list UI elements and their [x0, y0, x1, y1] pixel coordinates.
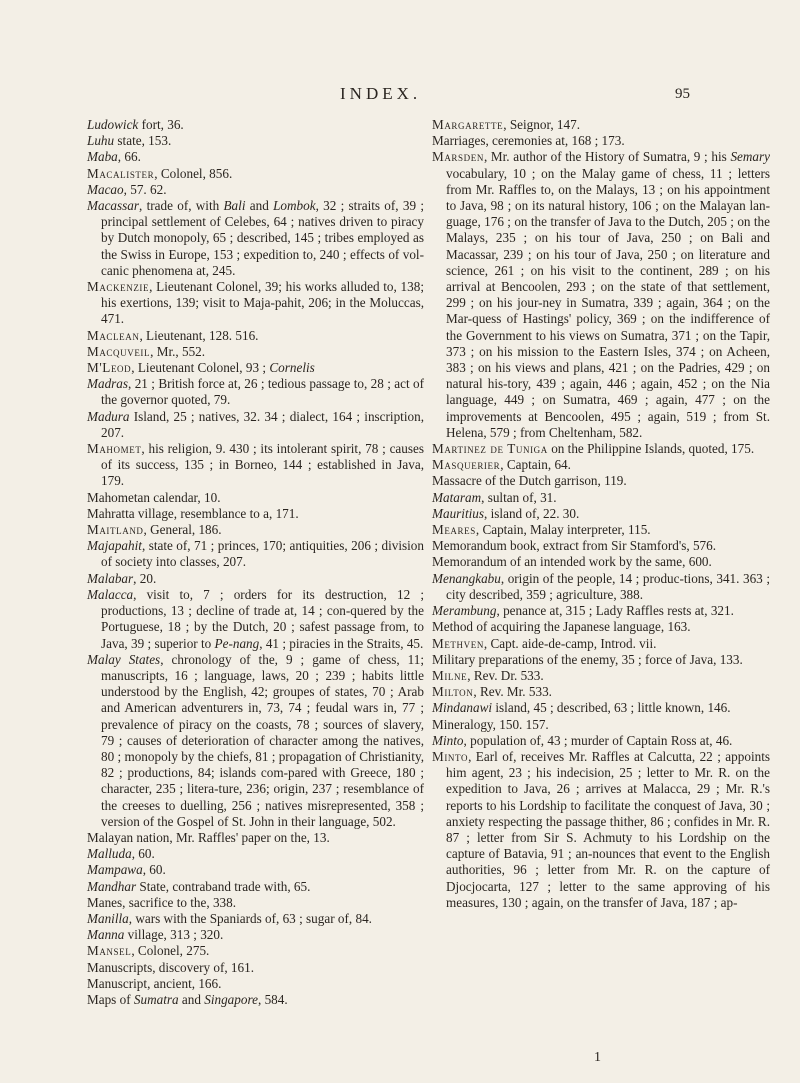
index-entry: Macalister, Colonel, 856. [87, 165, 233, 181]
index-entry: Majapahit, state of, 71 ; princes, 170; antiquities, 206 ; division of society into classes, 207. [87, 538, 424, 570]
index-entry: Methven, Capt. aide-de-camp, Introd. vii. [432, 635, 657, 651]
index-entry: Manuscripts, discovery of, 161. [87, 959, 255, 975]
index-entry: Madras, 21 ; British force at, 26 ; tedious passage to, 28 ; act of the governor quoted, 79. [87, 376, 424, 408]
index-entry: Menangkabu, origin of the people, 14 ; produc-tions, 341. 363 ; city described, 359 ; agriculture, 388. [432, 570, 770, 602]
index-entry: Luhu state, 153. [87, 133, 172, 149]
index-entry: Martinez de Tuniga on the Philippine Islands, quoted, 175. [432, 441, 755, 457]
page-number: 95 [675, 86, 690, 102]
index-entry: Mauritius, island of, 22. 30. [432, 505, 580, 521]
index-entry: Massacre of the Dutch garrison, 119. [432, 473, 627, 489]
signature-mark: 1 [594, 1050, 601, 1065]
index-entry: Macao, 57. 62. [87, 181, 167, 197]
index-entry: Manna village, 313 ; 320. [87, 927, 224, 943]
index-entry: Mataram, sultan of, 31. [432, 489, 557, 505]
index-entry: Mindanawi island, 45 ; described, 63 ; little known, 146. [432, 700, 731, 716]
index-entry: Marsden, Mr. author of the History of Sumatra, 9 ; his Semary vocabulary, 10 ; on the Malay game of chess, 11 ; letters from Mr. Raffles to, on the Malays, 13 ; on his appointment to Java, 98 ; on its natural history, 106 ; on the Malayan lan-guage, 176 ; on the transfer of Java to the Dutch, 205 ; on the Malays, 235 ; on his tour of Java, 250 ; on Bali and Macassar, 239 ; on his tour of Java, 250 ; on literature and science, 261 ; on his visit to the continent, 289 ; on his arrival at Bencoolen, 293 ; on the state of that settlement, 299 ; on his jour-ney in Sumatra, 339 ; again, 364 ; on the Mar-quess of Hastings' policy, 369 ; on the indifference of the Government to his views on Sumatra, 371 ; on the Tapir, 373 ; on his mission to the Eastern Isles, 374 ; on Acheen, 383 ; on his views and plans, 421 ; on the Padries, 429 ; on natural his-tory, 439 ; again, 446 ; again, 452 ; on the Nia language, 449 ; on Sumatra, 469 ; again, 477 ; on the improvements at Bencoolen, 495 ; again, 519 ; from St. Helena, 579 ; from Cheltenham, 582. [432, 149, 770, 440]
index-entry: Mampawa, 60. [87, 862, 166, 878]
index-entry: Ludowick fort, 36. [87, 117, 184, 132]
index-entry: Mahomet, his religion, 9. 430 ; its intolerant spirit, 78 ; causes of its success, 135 ; in Borneo, 144 ; established in Java, 179. [87, 441, 424, 489]
index-entry: Malabar, 20. [87, 570, 157, 586]
index-entry: Masquerier, Captain, 64. [432, 457, 571, 473]
index-entry: Manes, sacrifice to the, 338. [87, 894, 237, 910]
index-entry: Maba, 66. [87, 149, 141, 165]
index-entry: Mansel, Colonel, 275. [87, 943, 210, 959]
index-entry: Marriages, ceremonies at, 168 ; 173. [432, 133, 625, 149]
index-entry: Method of acquiring the Japanese language, 163. [432, 619, 691, 635]
index-column-right [432, 117, 770, 911]
index-entry: Malay States, chronology of the, 9 ; game of chess, 11; manuscripts, 16 ; language, laws, 20 ; 239 ; habits little understood by the English, 42; groupes of states, 70 ; Arab and American adventurers in, 73, 74 ; feudal wars in, 77 ; prevalence of piracy on the coasts, 78 ; sources of slavery, 79 ; causes of deterioration of character among the natives, 80 ; monopoly by the chiefs, 81 ; propagation of Christianity, 82 ; productions, 84; islands com-pared with Greece, 180 ; character, 235 ; litera-ture, 236; origin, 237 ; resemblance of the creeses to duelling, 256 ; natives misrepresented, 358 ; version of the Gospel of St. John in their language, 502. [87, 651, 424, 829]
index-entry: Maitland, General, 186. [87, 522, 222, 538]
index-entry: Malacca, visit to, 7 ; orders for its destruction, 12 ; productions, 13 ; decline of trade at, 14 ; con-quered by the Portuguese, 18 ; by the Dutch, 20 ; safest passage from, to Java, 39 ; superior to Pe-nang, 41 ; piracies in the Straits, 45. [87, 586, 424, 651]
index-entry: Mackenzie, Lieutenant Colonel, 39; his works alluded to, 138; his exertions, 139; visit to Maja-pahit, 206; in the Moluccas, 471. [87, 279, 424, 327]
index-entry: Malluda, 60. [87, 846, 155, 862]
index-entry: Milton, Rev. Mr. 533. [432, 684, 552, 700]
index-entry: Milne, Rev. Dr. 533. [432, 667, 544, 683]
index-entry: Manuscript, ancient, 166. [87, 975, 222, 991]
index-entry: Malayan nation, Mr. Raffles' paper on the, 13. [87, 829, 330, 845]
index-entry: Madura Island, 25 ; natives, 32. 34 ; dialect, 164 ; inscription, 207. [87, 408, 424, 440]
index-entry: Margarette, Seignor, 147. [432, 117, 580, 132]
index-entry: Mahometan calendar, 10. [87, 489, 221, 505]
index-entry: Memorandum of an intended work by the same, 600. [432, 554, 712, 570]
index-entry: Mahratta village, resemblance to a, 171. [87, 505, 299, 521]
index-entry: Minto, Earl of, receives Mr. Raffles at Calcutta, 22 ; appoints him agent, 23 ; his indecision, 25 ; letter to Mr. R. on the expedition to Java, 26 ; arrives at Malacca, 29 ; Mr. R.'s reports to his Lordship to facilitate the conquest of Java, 30 ; anxiety respecting the passage thither, 86 ; confides in Mr. R. 87 ; letter from Sir S. Achmuty to his Lordship on the capture of Batavia, 91 ; an-nounces that event to the English authorities, 96 ; letter from Mr. R. on the capture of Djocjocarta, 127 ; letter to the same approving of his measures, 130 ; again, on the transfer of Java, 187 ; ap- [432, 748, 770, 910]
index-entry: Maclean, Lieutenant, 128. 516. [87, 327, 259, 343]
index-entry: Macquveil, Mr., 552. [87, 343, 206, 359]
index-entry: Meares, Captain, Malay interpreter, 115. [432, 522, 651, 538]
index-entry: Mineralogy, 150. 157. [432, 716, 549, 732]
index-entry: Minto, population of, 43 ; murder of Captain Ross at, 46. [432, 732, 733, 748]
index-entry: M'Leod, Lieutenant Colonel, 93 ; Cornelis [87, 360, 315, 376]
index-entry: Mandhar State, contraband trade with, 65. [87, 878, 311, 894]
index-entry: Macassar, trade of, with Bali and Lombok, 32 ; straits of, 39 ; principal settlement of Celebes, 64 ; natives driven to piracy by Dutch monopoly, 65 ; described, 145 ; tribes employed as the Swiss in Europe, 153 ; expedition to, 240 ; effects of vol-canic phenomena at, 245. [87, 198, 424, 278]
index-entry: Merambung, penance at, 315 ; Lady Raffles rests at, 321. [432, 603, 734, 619]
index-entry: Memorandum book, extract from Sir Stamford's, 576. [432, 538, 717, 554]
index-entry: Military preparations of the enemy, 35 ; force of Java, 133. [432, 651, 743, 667]
index-column-left [87, 117, 424, 1008]
page-header [0, 84, 800, 108]
page-title: INDEX. [340, 84, 422, 103]
index-entry: Maps of Sumatra and Singapore, 584. [87, 991, 288, 1007]
index-entry: Manilla, wars with the Spaniards of, 63 ; sugar of, 84. [87, 910, 372, 926]
